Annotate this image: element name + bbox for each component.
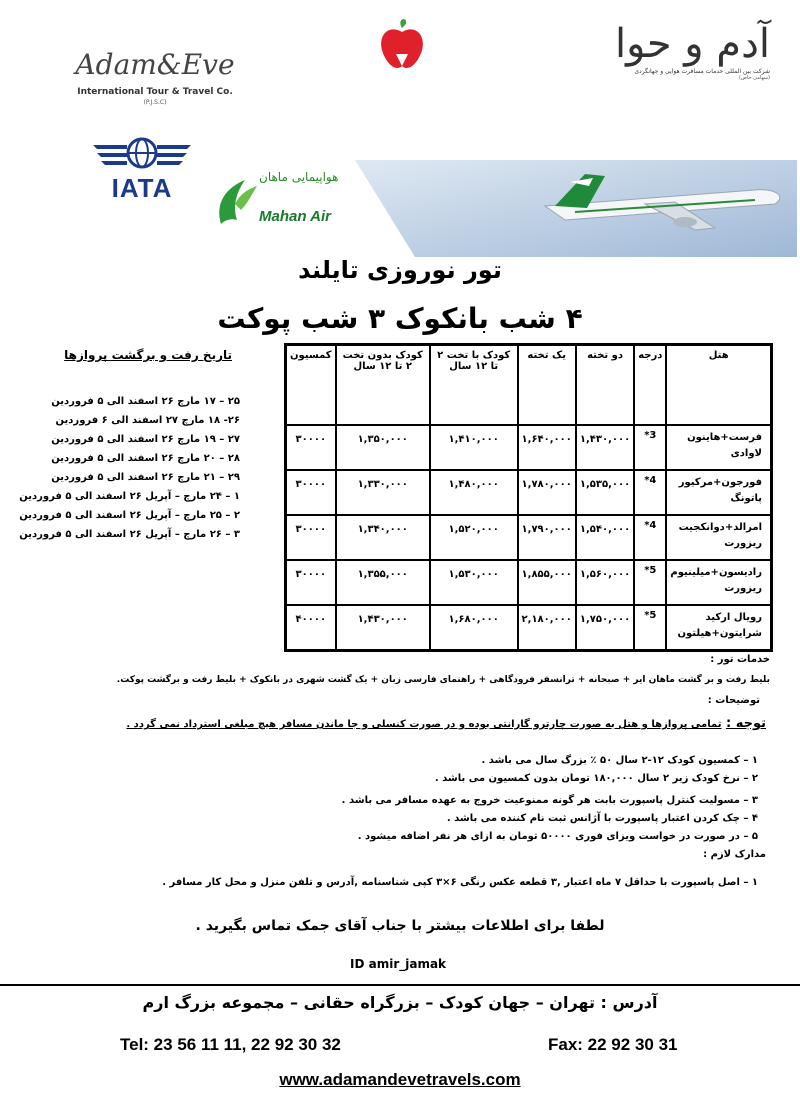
note-item: ۴ – چک کردن اعتبار پاسپورت با آژانس ثبت نام کننده می باشد . bbox=[446, 813, 758, 824]
price-child-bed: ۱,۴۸۰,۰۰۰ bbox=[430, 470, 518, 515]
table-row bbox=[286, 515, 772, 560]
flight-date-item: ۲۹ – ۲۱ مارچ ۲۶ اسفند الی ۵ فروردین bbox=[51, 472, 240, 483]
price-table bbox=[284, 343, 773, 652]
price-child-bed: ۱,۴۱۰,۰۰۰ bbox=[430, 425, 518, 470]
address: آدرس : تهران – جهان کودک – بزرگراه حقانی – مجموعه بزرگ ارم bbox=[142, 993, 658, 1012]
commission: ۳۰۰۰۰ bbox=[286, 425, 336, 470]
price-double: ۱,۵۶۰,۰۰۰ bbox=[576, 560, 634, 605]
hotel-name: فورجون+مرکیور پاتونگ bbox=[666, 470, 771, 515]
services-title: خدمات تور : bbox=[710, 654, 770, 665]
iata-logo bbox=[93, 133, 191, 204]
hotel-grade: 5* bbox=[634, 560, 666, 605]
required-doc-item: ۱ – اصل پاسپورت با حداقل ۷ ماه اعتبار ,۳ قطعه عکس رنگی ۶×۳ کپی شناسنامه ,آدرس و تلفن منزل و محل کار مسافر . bbox=[162, 877, 758, 888]
note-item: ۲ – نرخ کودک زیر ۲ سال ۱۸۰,۰۰۰ تومان بدون کمسیون می باشد . bbox=[434, 773, 758, 784]
mahan-air-fa: هواپیمایی ماهان bbox=[259, 170, 339, 184]
notice-callout bbox=[66, 716, 766, 731]
tour-subtitle: ۴ شب بانکوک ۳ شب پوکت bbox=[217, 302, 583, 335]
apple-logo-icon bbox=[374, 14, 430, 74]
price-single: ۲,۱۸۰,۰۰۰ bbox=[518, 605, 576, 651]
price-double: ۱,۴۳۰,۰۰۰ bbox=[576, 425, 634, 470]
flight-date-item: ۲۸ – ۲۰ مارچ ۲۶ اسفند الی ۵ فروردین bbox=[51, 453, 240, 464]
price-child-bed: ۱,۵۲۰,۰۰۰ bbox=[430, 515, 518, 560]
flight-date-item: ۲۷ – ۱۹ مارچ ۲۶ اسفند الی ۵ فروردین bbox=[51, 434, 240, 445]
airplane-icon bbox=[355, 160, 797, 257]
note-item: ۵ – در صورت در خواست ویزای فوری ۵۰۰۰۰ تومان به ازای هر نفر اضافه میشود . bbox=[357, 831, 758, 842]
iata-text: IATA bbox=[111, 173, 173, 203]
notice-label: توجه : bbox=[725, 716, 766, 731]
col-double: دو تخته bbox=[576, 345, 634, 426]
table-header-row bbox=[286, 345, 772, 426]
adam-hava-wordmark: آدم و حوا bbox=[615, 21, 770, 67]
commission: ۳۰۰۰۰ bbox=[286, 470, 336, 515]
adam-hava-subtitle: شرکت بین المللی خدمات مسافرت هوایی و جهانگردی bbox=[634, 68, 770, 75]
hotel-name: فرست+هاینون لاوادی bbox=[666, 425, 771, 470]
price-child-nobed: ۱,۳۵۵,۰۰۰ bbox=[336, 560, 430, 605]
divider bbox=[0, 984, 800, 986]
adam-eve-logo bbox=[70, 48, 240, 106]
table-row bbox=[286, 560, 772, 605]
hotel-grade: 3* bbox=[634, 425, 666, 470]
adam-hava-subtitle-2: (سهامی خاص) bbox=[738, 75, 770, 81]
price-child-nobed: ۱,۳۴۰,۰۰۰ bbox=[336, 515, 430, 560]
price-single: ۱,۷۸۰,۰۰۰ bbox=[518, 470, 576, 515]
adam-eve-subtitle: International Tour & Travel Co. bbox=[77, 87, 233, 97]
note-item: ۱ – کمسیون کودک ۱۲-۲ سال ۵۰ ٪ بزرگ سال می باشد . bbox=[481, 755, 758, 766]
airplane-banner bbox=[355, 160, 797, 257]
price-single: ۱,۷۹۰,۰۰۰ bbox=[518, 515, 576, 560]
notes-title: توضیحات : bbox=[707, 695, 760, 706]
hotel-grade: 4* bbox=[634, 515, 666, 560]
mahan-air-en: Mahan Air bbox=[259, 208, 331, 225]
iata-globe-wings-icon bbox=[93, 133, 191, 173]
hotel-name: رادیسون+میلینیوم ریزورت bbox=[666, 560, 771, 605]
price-double: ۱,۵۳۵,۰۰۰ bbox=[576, 470, 634, 515]
adam-hava-logo bbox=[600, 20, 770, 81]
flight-date-item: ۲ – ۲۵ مارچ – آپریل ۲۶ اسفند الی ۵ فروردین bbox=[19, 510, 240, 521]
contact-line: لطفا برای اطلاعات بیشتر با جناب آقای جمک تماس بگیرید . bbox=[195, 918, 605, 934]
flight-date-item: ۱ – ۲۴ مارچ – آپریل ۲۶ اسفند الی ۵ فروردین bbox=[19, 491, 240, 502]
hotel-name: امرالد+دوانکجیت ریزورت bbox=[666, 515, 771, 560]
price-child-nobed: ۱,۳۳۰,۰۰۰ bbox=[336, 470, 430, 515]
adam-eve-subtitle-2: (P.J.S.C) bbox=[143, 99, 167, 106]
table-row bbox=[286, 425, 772, 470]
required-docs-title: مدارک لازم : bbox=[703, 849, 766, 860]
hotel-grade: 5* bbox=[634, 605, 666, 651]
flight-date-item: ۲۶- ۱۸ مارچ ۲۷ اسفند الی ۶ فروردین bbox=[55, 415, 240, 426]
flight-dates-title: تاریخ رفت و برگشت پروازها bbox=[64, 348, 232, 362]
fax: Fax: 22 92 30 31 bbox=[548, 1035, 678, 1054]
contact-id: ID amir_jamak bbox=[350, 957, 447, 971]
commission: ۴۰۰۰۰ bbox=[286, 605, 336, 651]
col-grade: درجه bbox=[634, 345, 666, 426]
price-child-bed: ۱,۵۳۰,۰۰۰ bbox=[430, 560, 518, 605]
website-link[interactable]: www.adamandevetravels.com bbox=[279, 1070, 521, 1089]
commission: ۳۰۰۰۰ bbox=[286, 560, 336, 605]
mahan-air-logo bbox=[215, 168, 355, 238]
table-row bbox=[286, 605, 772, 651]
col-hotel: هتل bbox=[666, 345, 771, 426]
hotel-name: رویال ارکید شرایتون+هیلتون bbox=[666, 605, 771, 651]
price-single: ۱,۸۵۵,۰۰۰ bbox=[518, 560, 576, 605]
col-commission: کمسیون bbox=[286, 345, 336, 426]
mahan-leaf-icon bbox=[215, 174, 259, 234]
price-double: ۱,۷۵۰,۰۰۰ bbox=[576, 605, 634, 651]
flight-date-item: ۳ – ۲۶ مارچ – آپریل ۲۶ اسفند الی ۵ فروردین bbox=[19, 529, 240, 540]
services-text: بلیط رفت و بر گشت ماهان ایر + صبحانه + ترانسفر فرودگاهی + راهنمای فارسی زبان + یک گشت شهری در بانکوک + بلیط رفت و برگشت پوکت. bbox=[116, 675, 770, 685]
col-child-nobed: کودک بدون تخت ۲ تا ۱۲ سال bbox=[336, 345, 430, 426]
price-child-bed: ۱,۶۸۰,۰۰۰ bbox=[430, 605, 518, 651]
hotel-grade: 4* bbox=[634, 470, 666, 515]
price-child-nobed: ۱,۳۵۰,۰۰۰ bbox=[336, 425, 430, 470]
tour-title: تور نوروزی تایلند bbox=[298, 256, 502, 284]
flight-dates-list bbox=[19, 392, 240, 544]
price-double: ۱,۵۴۰,۰۰۰ bbox=[576, 515, 634, 560]
col-child-bed: کودک با تخت ۲ تا ۱۲ سال bbox=[430, 345, 518, 426]
table-row bbox=[286, 470, 772, 515]
col-single: یک تخته bbox=[518, 345, 576, 426]
price-child-nobed: ۱,۴۳۰,۰۰۰ bbox=[336, 605, 430, 651]
flight-date-item: ۲۵ – ۱۷ مارچ ۲۶ اسفند الی ۵ فروردین bbox=[51, 396, 240, 407]
commission: ۳۰۰۰۰ bbox=[286, 515, 336, 560]
notice-text: تمامی پروازها و هتل به صورت چارترو گارانتی بوده و در صورت کنسلی و جا ماندن مسافر هیچ مبلغی استرداد نمی گردد . bbox=[126, 719, 722, 730]
adam-eve-wordmark: Adam&Eve bbox=[75, 48, 235, 81]
note-item: ۳ – مسولیت کنترل پاسپورت بابت هر گونه ممنوعیت خروج به عهده مسافر می باشد . bbox=[341, 795, 758, 806]
price-single: ۱,۶۴۰,۰۰۰ bbox=[518, 425, 576, 470]
telephone: Tel: 23 56 11 11, 22 92 30 32 bbox=[120, 1035, 341, 1054]
